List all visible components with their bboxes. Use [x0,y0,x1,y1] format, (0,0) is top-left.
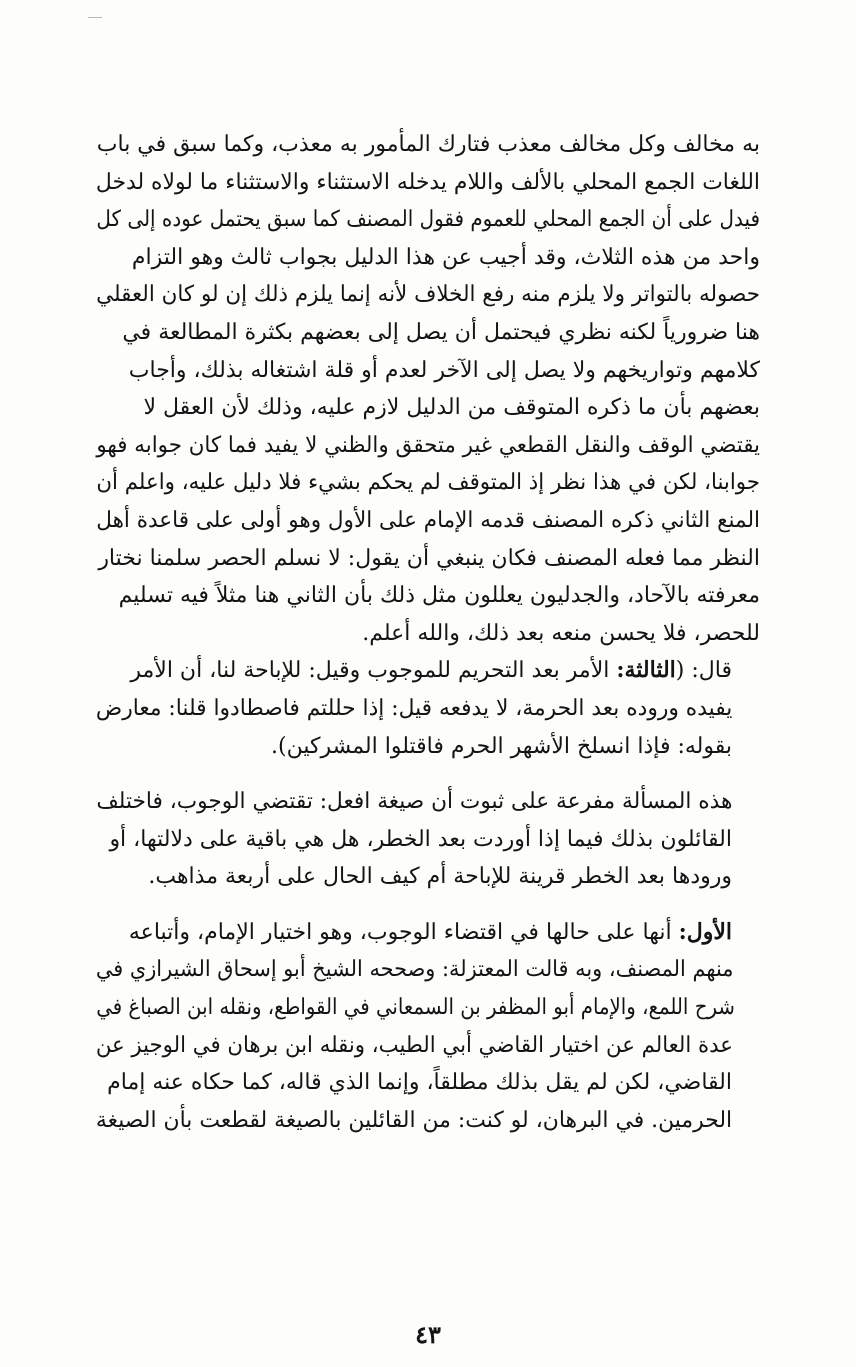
text-line: بعضهم بأن ما ذكره المتوقف من الدليل لازم عليه، وذلك لأن العقل لا [143,395,760,421]
text-line: معرفته بالآحاد، والجدليون يعللون مثل ذلك بأن الثاني هنا مثلاً فيه تسليم [118,583,760,609]
paragraph-gap [96,896,760,914]
text-line: هنا ضرورياً لكنه نظري فيحتمل أن يصل إلى بعضهم بكثرة المطالعة في [122,319,760,345]
page-number: ٤٣ [415,1320,441,1349]
quote-open: قال: ( [675,658,732,684]
text-line: فيدل على أن الجمع المحلي للعموم فقول المصنف كما سبق يحتمل عوده إلى كل [96,207,760,233]
text-line: للحصر، فلا يحسن منعه بعد ذلك، والله أعلم. [362,620,760,646]
scan-mark [88,17,102,18]
text-line: الحرمين. في البرهان، لو كنت: من القائلين بالصيغة لقطعت بأن الصيغة [95,1107,733,1133]
text-line: منهم المصنف، وبه قالت المعتزلة: وصححه الشيخ أبو إسحاق الشيرازي في [95,957,734,983]
text-line: حصوله بالتواتر ولا يلزم منه رفع الخلاف لأنه إنما يلزم ذلك إن لو كان العقلي [96,282,761,308]
paragraph-gap [96,765,760,783]
text-line: يقتضي الوقف والنقل القطعي غير متحقق والظني لا يفيد فما كان جوابه فهو [96,432,761,458]
text-line: شرح اللمع، والإمام أبو المظفر بن السمعاني في القواطع، ونقله ابن الصباغ في [96,995,735,1021]
text-line: المنع الثاني ذكره المصنف قدمه الإمام على الأول وهو أولى على قاعدة أهل [96,507,761,533]
text-line: جوابنا، لكن في هذا نظر إذ المتوقف لم يحكم بشيء فلا دليل عليه، واعلم أن [96,470,760,496]
section-heading: الثالثة: [616,657,676,684]
text-line: واحد من هذه الثلاث، وقد أجيب عن هذا الدليل بجواب ثالث وهو التزام [131,244,760,270]
page-body [96,126,760,1139]
text-line [96,652,760,690]
text-line: عدة العالم عن اختيار القاضي أبي الطيب، ونقله ابن برهان في الوجيز عن [95,1032,733,1058]
paragraph-2 [96,652,760,765]
text-line [96,914,760,952]
text-line: كلامهم وتواريخهم ولا يصل إلى الآخر لعدم أو قلة اشتغاله بذلك، وأجاب [128,357,760,383]
section-heading: الأول: [678,918,732,945]
paragraph-4 [96,914,760,1140]
text-line: القائلون بذلك فيما إذا أوردت بعد الخطر، هل هي باقية على دلالتها، أو [109,826,732,852]
text-line: اللغات الجمع المحلي بالألف واللام يدخله الاستثناء والاستثناء ما لولاه لدخل [95,169,760,195]
text-line: النظر مما فعله المصنف فكان ينبغي أن يقول: لا نسلم الحصر سلمنا نختار [98,545,760,571]
text-line: به مخالف وكل مخالف معذب فتارك المأمور به معذب، وكما سبق في باب [96,132,760,157]
text-line: هذه المسألة مفرعة على ثبوت أن صيغة افعل: تقتضي الوجوب، فاختلف [96,789,733,815]
text-line: بقوله: فإذا انسلخ الأشهر الحرم فاقتلوا المشركين). [271,733,732,759]
text-line: يفيده وروده بعد الحرمة، لا يدفعه قيل: إذا حللتم فاصطادوا قلنا: معارض [95,695,733,721]
text-line: ورودها بعد الخطر قرينة للإباحة أم كيف الحال على أربعة مذاهب. [148,864,732,890]
text-line: القاضي، لكن لم يقل بذلك مطلقاً، وإنما الذي قاله، كما حكاه عنه إمام [107,1070,732,1096]
paragraph-1 [96,126,760,652]
text-fragment: أنها على حالها في اقتضاء الوجوب، وهو اختيار الإمام، وأتباعه [128,919,672,945]
text-fragment: الأمر بعد التحريم للموجوب وقيل: للإباحة لنا، أن الأمر [130,658,610,684]
paragraph-3 [96,783,760,896]
